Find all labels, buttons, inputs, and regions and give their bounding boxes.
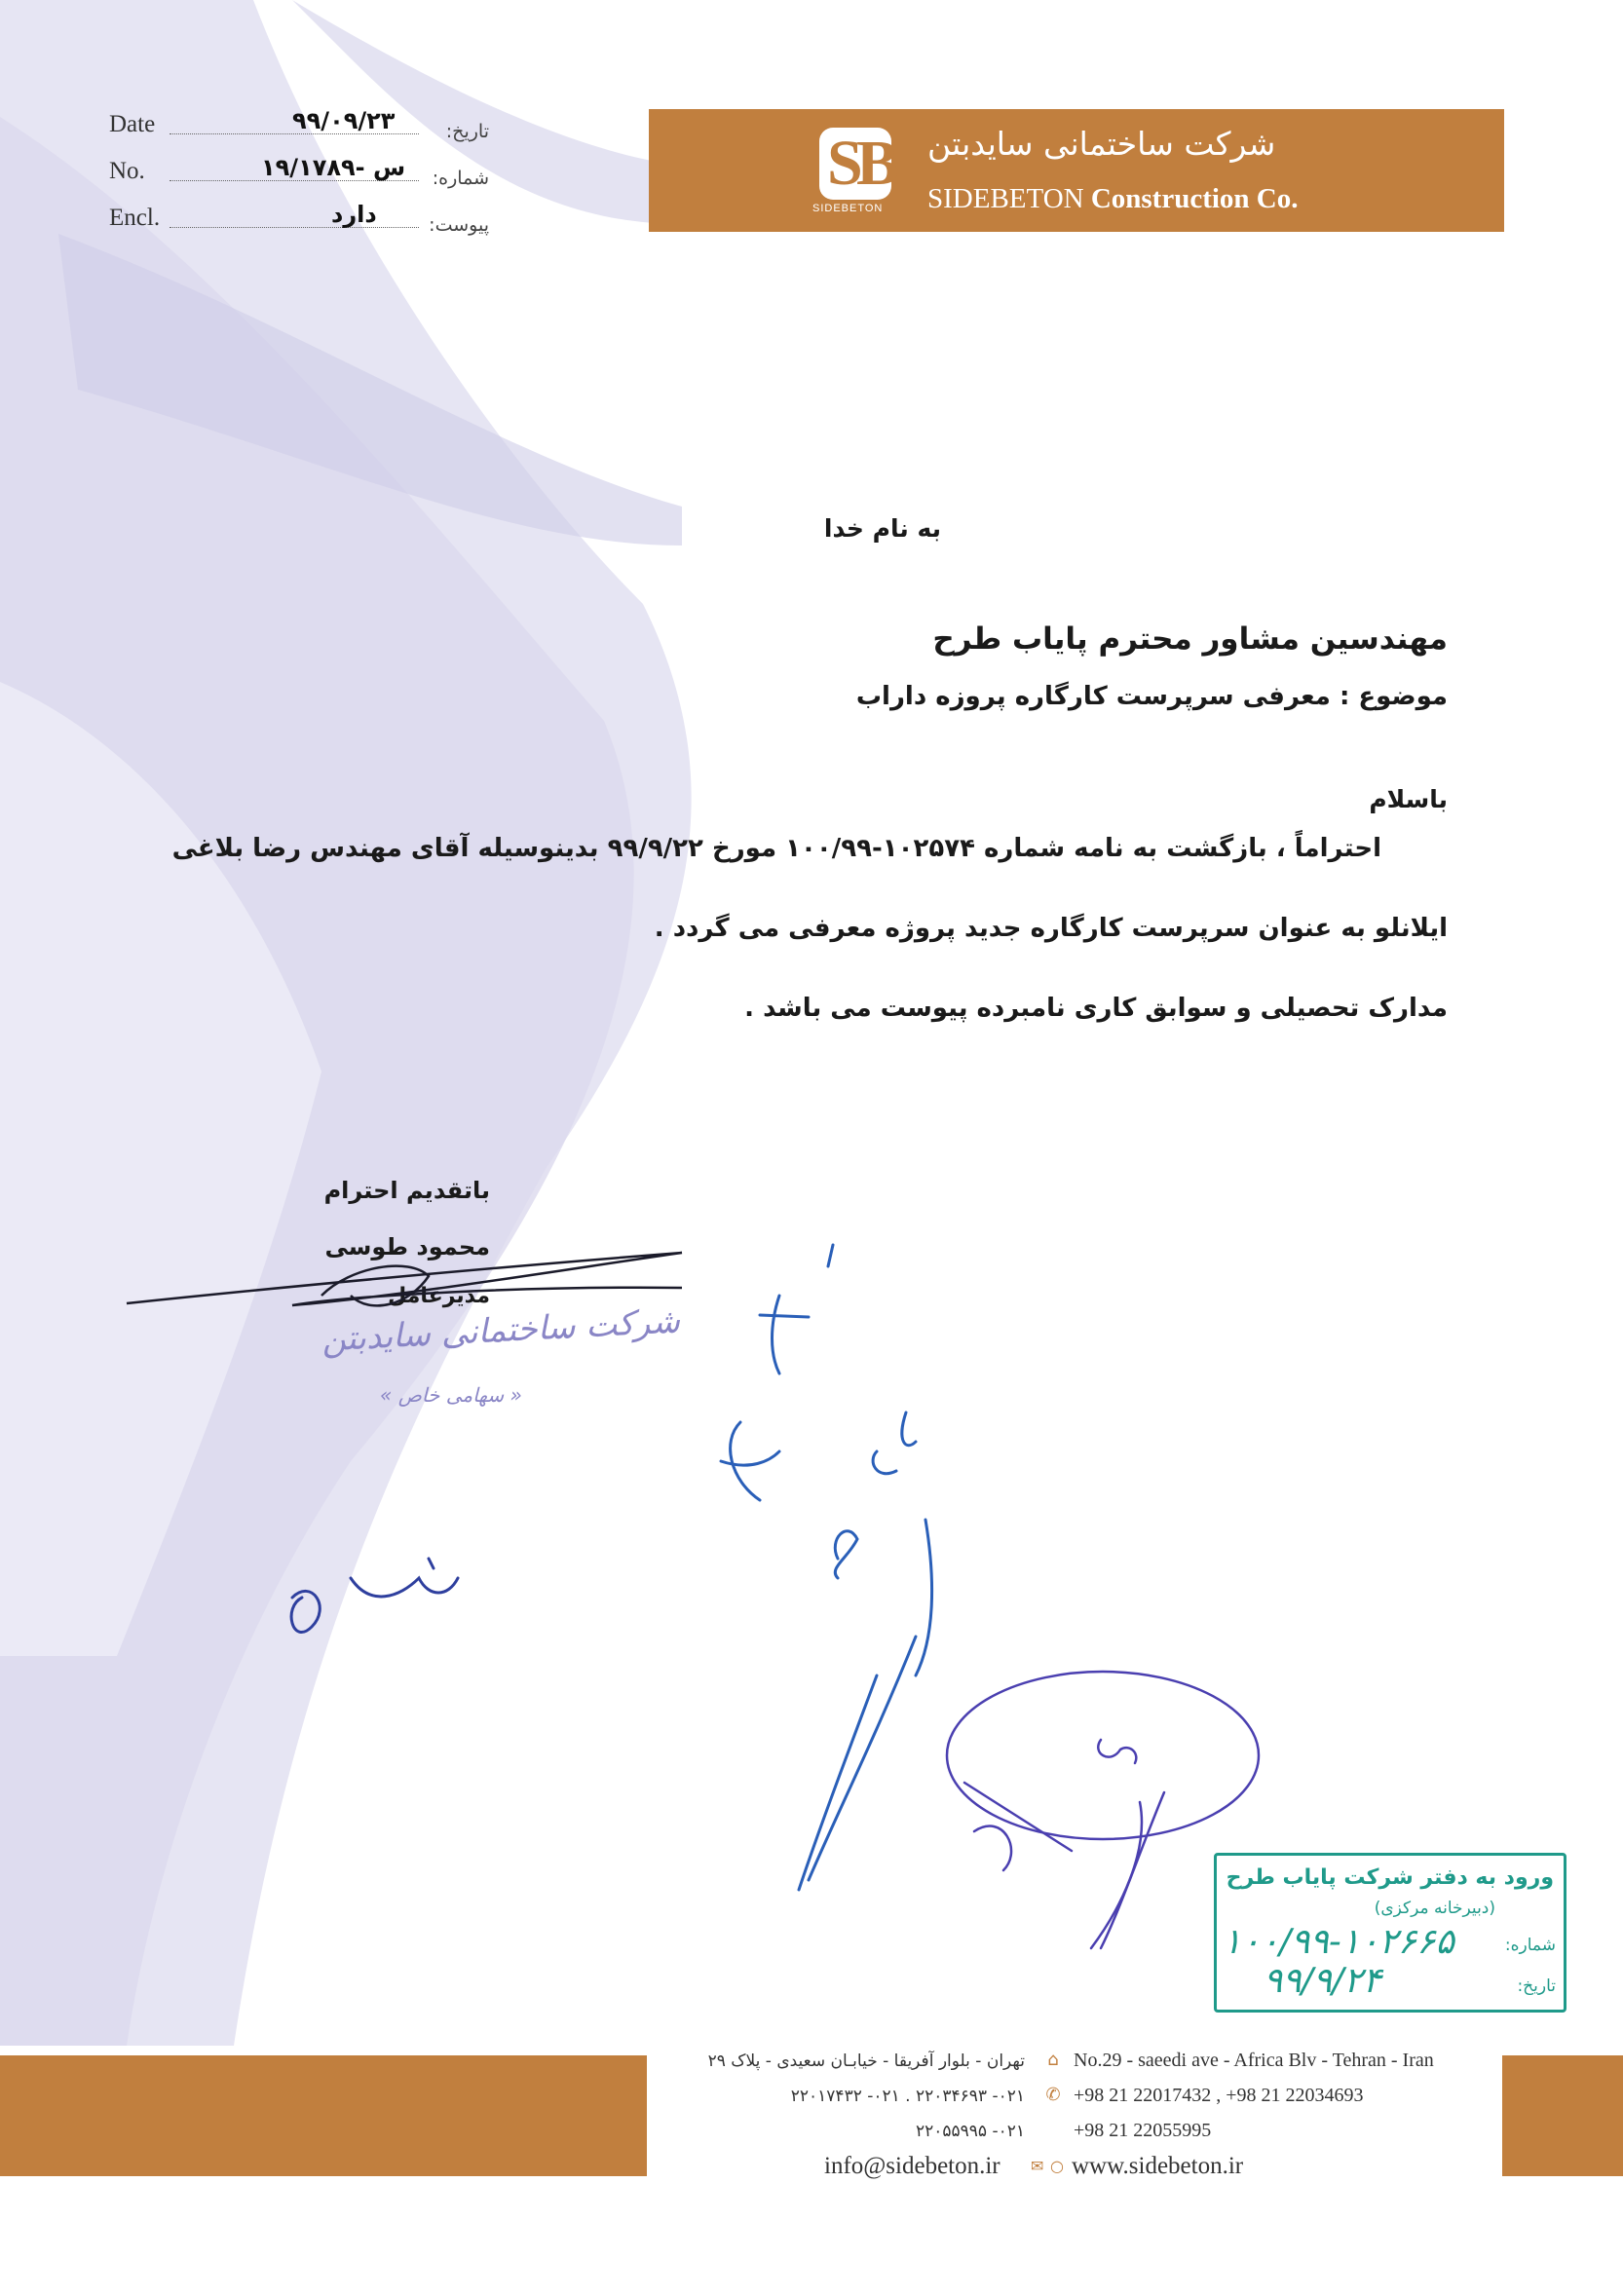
enclosure-label-fa: پیوست:: [429, 214, 489, 236]
signatory-title: مدیرعامل: [388, 1284, 490, 1308]
footer-address-en: No.29 - saeedi ave - Africa Blv - Tehran - Iran: [1074, 2050, 1434, 2071]
enclosure-value: دارد: [331, 201, 377, 228]
closing: باتقدیم احترام: [323, 1177, 490, 1204]
received-stamp-subtitle: (دبیرخانه مرکزی): [1374, 1899, 1495, 1918]
received-number-value: ۱۰۰/۹۹-۱۰۲۶۶۵: [1223, 1922, 1454, 1962]
number-value: ۱۹/۱۷۸۹- س: [261, 154, 406, 181]
number-label-en: No.: [109, 158, 145, 184]
handwritten-initials-blue: [291, 1559, 458, 1633]
date-value: ۹۹/۰۹/۲۳: [292, 107, 396, 134]
company-stamp-type: « سهامی خاص »: [380, 1383, 522, 1407]
date-label-fa: تاریخ:: [445, 121, 489, 142]
received-date-value: ۹۹/۹/۲۴: [1264, 1961, 1381, 2001]
body-paragraph-3: مدارک تحصیلی و سوابق کاری نامبرده پیوست می باشد .: [744, 994, 1448, 1023]
bismillah: به نام خدا: [823, 514, 941, 543]
footer-phones-en: +98 21 22017432 , +98 21 22034693: [1074, 2085, 1364, 2106]
handwritten-note-blue: [721, 1245, 932, 1890]
footer-fax-fa: ۰۲۱- ۲۲۰۵۵۹۹۵: [916, 2122, 1025, 2141]
received-stamp: [1214, 1853, 1566, 2013]
footer-band-right: [1502, 2055, 1623, 2176]
signatory-name: محمود طوسی: [324, 1233, 490, 1261]
company-name-en: SIDEBETON Construction Co.: [927, 183, 1299, 214]
footer-phones-fa: ۰۲۱- ۲۲۰۳۴۶۹۳ . ۰۲۱- ۲۲۰۱۷۴۳۲: [790, 2087, 1025, 2106]
company-logo: S B: [819, 128, 891, 200]
email-icon: ✉: [1031, 2157, 1044, 2175]
home-icon: ⌂: [1047, 2050, 1059, 2070]
received-date-label: تاریخ:: [1517, 1976, 1556, 1996]
date-label-en: Date: [109, 111, 156, 137]
enclosure-label-en: Encl.: [109, 205, 161, 231]
body-paragraph-1: احتراماً ، بازگشت به نامه شماره ۱۰۲۵۷۴-۱۰۰/۹۹ مورخ ۹۹/۹/۲۲ بدینوسیله آقای مهندس رضا بلاغی: [171, 834, 1381, 863]
signature-scribble: [127, 1253, 682, 1305]
footer-band-left: [0, 2055, 647, 2176]
footer-email[interactable]: info@sidebeton.ir: [824, 2153, 1000, 2179]
received-stamp-title: ورود به دفتر شرکت پایاب طرح: [1226, 1865, 1554, 1890]
number-label-fa: شماره:: [432, 168, 489, 189]
company-stamp: شرکت ساختمانی سایدبتن: [321, 1301, 681, 1360]
footer-fax-en: +98 21 22055995: [1074, 2120, 1212, 2141]
footer-website[interactable]: www.sidebeton.ir: [1072, 2153, 1244, 2179]
phone-icon: ✆: [1045, 2085, 1061, 2105]
company-name-fa: شرکت ساختمانی سایدبتن: [927, 125, 1276, 163]
body-paragraph-2: ایلانلو به عنوان سرپرست کارگاره جدید پروژه معرفی می گردد .: [654, 914, 1448, 943]
recipient: مهندسین مشاور محترم پایاب طرح: [932, 621, 1448, 657]
footer-address-fa: تهران - بلوار آفریقا - خیابـان سعیدی - پلاک ۲۹: [707, 2051, 1025, 2071]
logo-caption: SIDEBETON: [812, 203, 884, 214]
received-number-label: شماره:: [1504, 1936, 1556, 1955]
web-icon: ○: [1050, 2157, 1064, 2175]
received-ellipse-note: [947, 1672, 1259, 1948]
subject-line: موضوع : معرفی سرپرست کارگاره پروزه داراب: [855, 682, 1448, 711]
greeting: باسلام: [1369, 785, 1448, 813]
